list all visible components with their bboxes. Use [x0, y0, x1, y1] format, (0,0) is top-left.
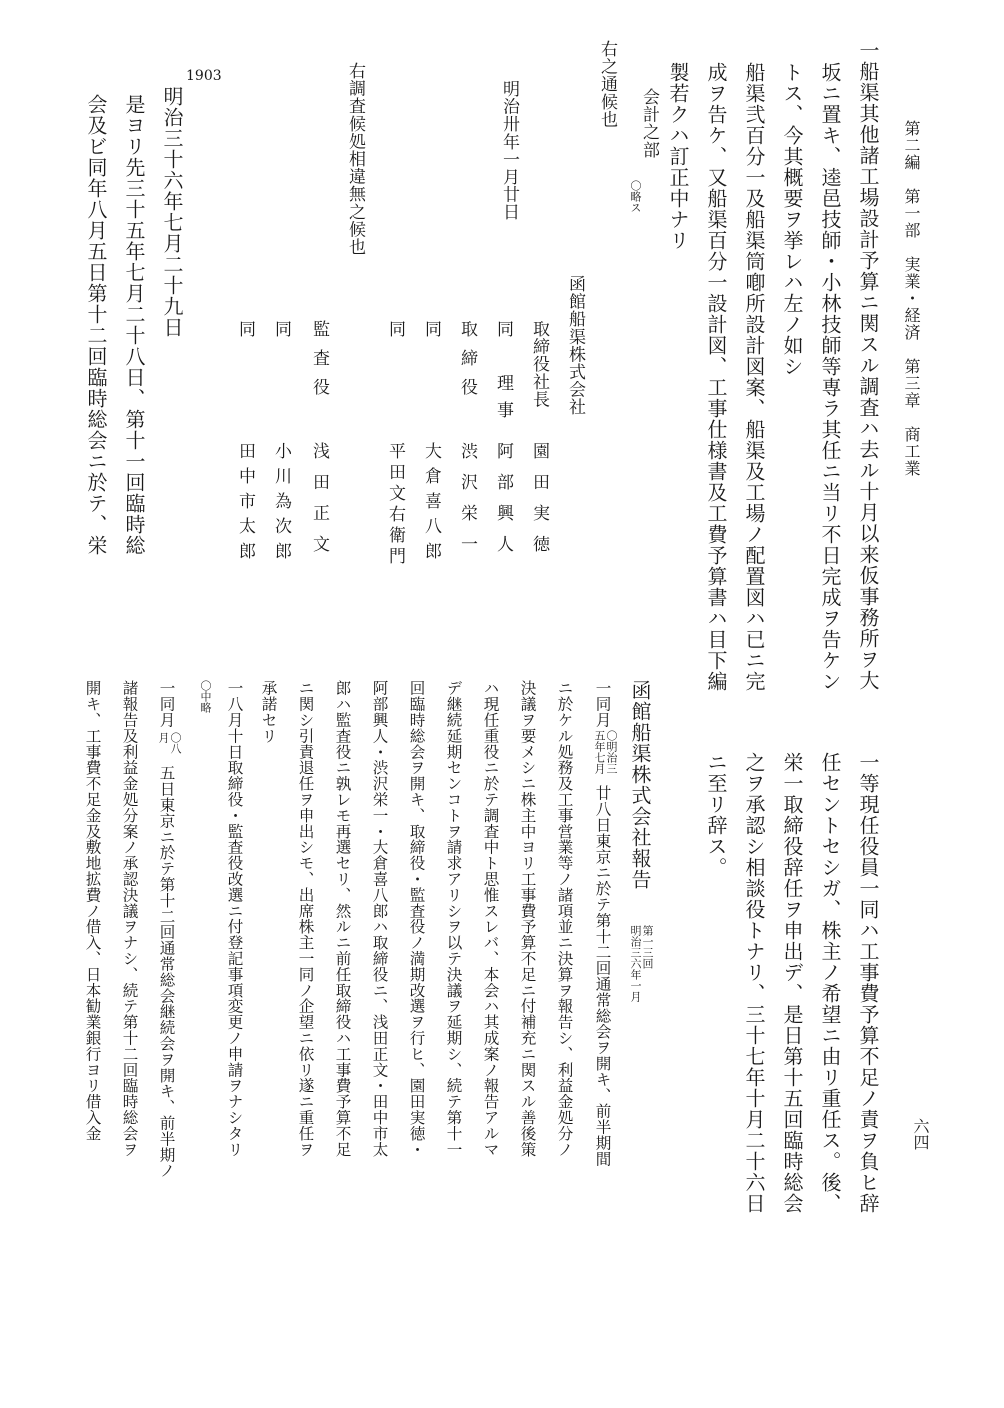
inline-note: 〇明治三 [605, 730, 618, 774]
text-line: 開キ、工事費不足金及敷地拡費ノ借入、日本勧業銀行ヨリ借入金 [83, 680, 102, 1142]
date-line: 明治卅年一月廿日 [499, 80, 519, 221]
running-header: 第二編 第一部 実業・経済 第三章 商工業 [902, 120, 921, 477]
date-line-2: 明治三十六年七月二十九日 [160, 86, 184, 338]
text-line: 一等現任役員一同ハ工事費予算不足ノ責ヲ負ヒ辞 [856, 752, 880, 1214]
text-line: 会及ビ同年八月五日第十二回臨時総会ニ於テ、栄 [84, 94, 108, 556]
text-line: 決議ヲ要メシニ株主中ヨリ工事費予算不足ニ付補充ニ関スル善後策 [518, 680, 537, 1157]
text-line: 製若クハ訂正中ナリ [666, 62, 690, 251]
report-note: 第一三回 [641, 925, 654, 969]
text-line: 郎ハ監査役ニ孰レモ再選セリ、然ルニ前任取締役ハ工事費予算不足 [333, 680, 352, 1157]
inline-note: 月 [157, 732, 170, 743]
text-line: 一船渠其他諸工場設計予算ニ関スル調査ハ去ル十月以来仮事務所ヲ大 [856, 40, 880, 691]
signer-role: 同 [385, 320, 405, 338]
company-name: 函館船渠株式会社 [565, 275, 585, 416]
signer-role: 同 理事 [493, 320, 513, 428]
text-line: 一八月十日取締役・監査役改選ニ付登記事項変更ノ申請ヲナシタリ [225, 680, 244, 1157]
confirm-line: 右調査候処相違無之候也 [345, 62, 365, 256]
year-label: 1903 [186, 68, 222, 84]
auditor-role: 同 [271, 320, 291, 338]
report-note: 明治三六年一月 [629, 925, 642, 1002]
signer-name: 渋沢栄一 [457, 442, 477, 566]
text-line: 栄一取締役辞任ヲ申出デ、是日第十五回臨時総会 [780, 752, 804, 1214]
signer-name: 園田実徳 [529, 442, 549, 566]
auditor-name: 浅田正文 [309, 442, 329, 566]
signer-role: 取締役社長 [529, 320, 549, 408]
entry-head: 一同月 [157, 680, 176, 728]
text-line: トス、今其概要ヲ挙レハ左ノ如シ [780, 62, 804, 377]
text-line: ニ関シ引責退任ヲ申出シモ、出席株主一同ノ企望ニ依リ遂ニ重任ヲ [296, 680, 315, 1157]
text-line: 承諾セリ [259, 680, 278, 744]
page-number: 六四 [911, 1118, 930, 1150]
text-line: ハ現任重役ニ於テ調査中ト思惟スレバ、本会ハ其成案ノ報告アルマ [481, 680, 500, 1157]
text-line: 坂ニ置キ、逵邑技師・小林技師等専ラ其任ニ当リ不日完成ヲ告ケン [818, 62, 842, 692]
accounts-heading: 会計之部 [639, 88, 659, 159]
text-line: 船渠弐百分一及船渠筒喞所設計図案、船渠及工場ノ配置図ハ已ニ完 [742, 62, 766, 692]
auditor-name: 小川為次郎 [271, 442, 291, 567]
omission-note: 〇中略 [199, 680, 212, 713]
signer-role: 同 [421, 320, 441, 338]
signer-name: 大倉喜八郎 [421, 442, 441, 567]
auditor-name: 田中市太郎 [235, 442, 255, 567]
auditor-role: 同 [235, 320, 255, 338]
text-line: 任セントセシガ、株主ノ希望ニ由リ重任ス。後、 [818, 752, 842, 1214]
text-line: 諸報告及利益金処分案ノ承認決議ヲナシ、続テ第十二回臨時総会ヲ [120, 680, 139, 1157]
signer-name: 阿部興人 [493, 442, 513, 566]
entry-head: 一同月 [593, 680, 612, 728]
text-line: 阿部興人・渋沢栄一・大倉喜八郎ハ取締役ニ、浅田正文・田中市太 [370, 680, 389, 1157]
text-line: 五日東京ニ於テ第十二回通常総会継続会ヲ開キ、前半期ノ [157, 765, 176, 1179]
inline-note: 〇八 [169, 732, 182, 754]
text-line: 回臨時総会ヲ開キ、取締役・監査役ノ満期改選ヲ行ヒ、園田実徳・ [407, 680, 426, 1157]
signer-role: 取締役 [457, 320, 477, 407]
text-line: ニ於ケル処務及工事営業等ノ諸項並ニ決算ヲ報告シ、利益金処分ノ [555, 680, 574, 1157]
inline-note: 五年七月 [593, 730, 606, 774]
text-line: ニ至リ辞ス。 [704, 752, 728, 878]
text-line: 之ヲ承認シ相談役トナリ、三十七年十月二十六日 [742, 752, 766, 1214]
signer-name: 平田文右衛門 [385, 442, 405, 568]
closing-line: 右之通候也 [597, 40, 617, 128]
text-line: 成ヲ告ケ、又船渠百分一設計図、工事仕様書及工費予算書ハ目下編 [704, 62, 728, 692]
report-title: 函館船渠株式会社報告 [628, 680, 652, 890]
text-line: 廿八日東京ニ於テ第十二回通常総会ヲ開キ、前半期間 [593, 785, 612, 1167]
auditor-role: 監査役 [309, 320, 329, 407]
omission-note: 〇略ス [629, 180, 642, 213]
text-line: デ継続延期センコトヲ請求アリシヲ以テ決議ヲ延期シ、続テ第十一 [444, 680, 463, 1157]
text-line: 是ヨリ先三十五年七月二十八日、第十一回臨時総 [122, 94, 146, 556]
